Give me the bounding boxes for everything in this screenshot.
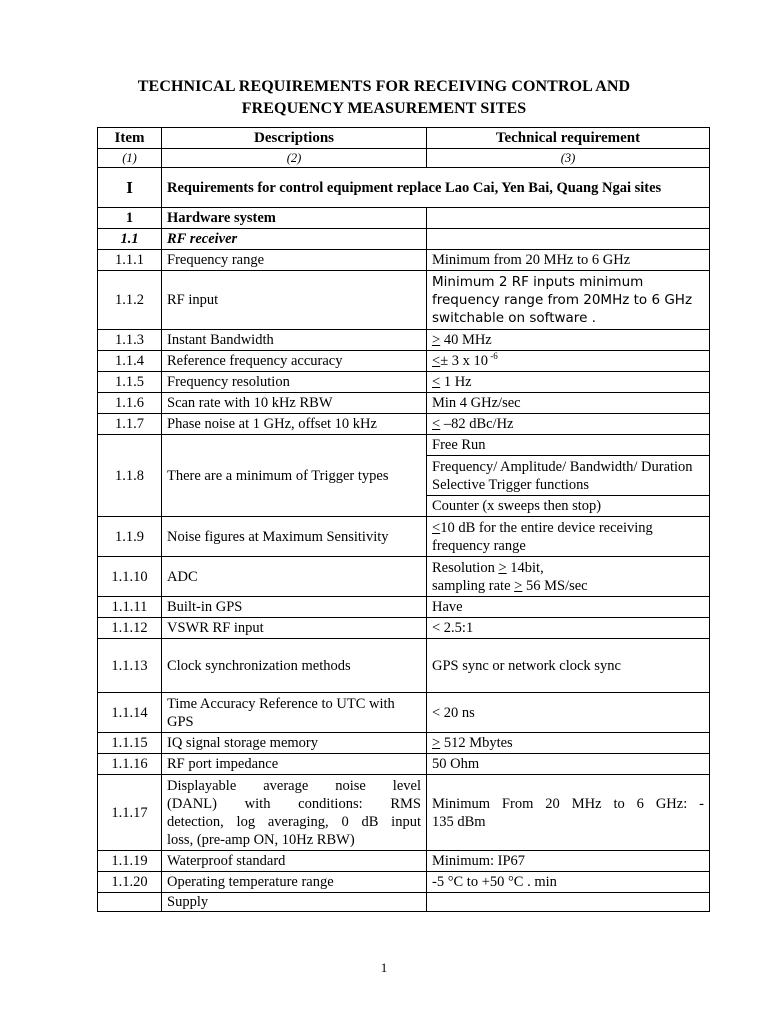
row-requirement xyxy=(427,733,710,754)
trigger-free-run: Free Run xyxy=(427,435,710,456)
table-row xyxy=(98,893,710,912)
row-requirement: Have xyxy=(427,597,710,618)
less-equal-symbol: < xyxy=(432,416,441,432)
table-row xyxy=(98,618,710,639)
row-description: Waterproof standard xyxy=(162,851,427,872)
title-line-1: TECHNICAL REQUIREMENTS FOR RECEIVING CONTROL AND xyxy=(137,78,631,95)
trigger-selective: Frequency/ Amplitude/ Bandwidth/ Duration Selective Trigger functions xyxy=(427,456,710,496)
row-description: IQ signal storage memory xyxy=(162,733,427,754)
row-item: 1.1.8 xyxy=(98,435,162,517)
less-equal-symbol: < xyxy=(432,519,441,536)
row-requirement: < 2.5:1 xyxy=(427,618,710,639)
row-item: 1.1.13 xyxy=(98,639,162,693)
table-row xyxy=(98,351,710,372)
row-requirement: < 20 ns xyxy=(427,693,710,733)
danl-req-line-1: Minimum From 20 MHz to 6 GHz: - xyxy=(432,795,704,812)
requirement-value: 512 Mbytes xyxy=(440,735,513,751)
row-item: 1.1.6 xyxy=(98,393,162,414)
row-description: Built-in GPS xyxy=(162,597,427,618)
adc-sampling-rate: sampling rate > 56 MS/sec xyxy=(432,577,588,594)
row-item: 1.1.14 xyxy=(98,693,162,733)
row-description: Noise figures at Maximum Sensitivity xyxy=(162,517,427,557)
row-description: RF port impedance xyxy=(162,754,427,775)
row-description: Scan rate with 10 kHz RBW xyxy=(162,393,427,414)
page-number: 1 xyxy=(380,960,388,975)
trigger-counter: Counter (x sweeps then stop) xyxy=(427,496,710,517)
row-requirement xyxy=(427,775,710,851)
row-requirement xyxy=(427,893,710,912)
row-requirement xyxy=(427,517,710,557)
row-description: Phase noise at 1 GHz, offset 10 kHz xyxy=(162,414,427,435)
table-row xyxy=(98,775,710,851)
greater-equal-symbol: > xyxy=(432,735,441,751)
greater-equal-symbol: > xyxy=(432,332,441,348)
row-requirement xyxy=(427,414,710,435)
header-number-3: (3) xyxy=(427,149,710,168)
subsection-empty xyxy=(427,208,710,229)
header-item: Item xyxy=(98,128,162,149)
row-description: RF input xyxy=(162,271,427,330)
table-row xyxy=(98,250,710,271)
row-item: 1.1.3 xyxy=(98,330,162,351)
section-item: I xyxy=(98,168,162,208)
row-description: Supply xyxy=(162,893,427,912)
section-description: Requirements for control equipment replace Lao Cai, Yen Bai, Quang Ngai sites xyxy=(162,168,710,208)
header-descriptions: Descriptions xyxy=(162,128,427,149)
table-row xyxy=(98,393,710,414)
table-number-row xyxy=(98,149,710,168)
row-item: 1.1.17 xyxy=(98,775,162,851)
row-requirement: -5 °C to +50 °C . min xyxy=(427,872,710,893)
header-number-1: (1) xyxy=(98,149,162,168)
less-equal-symbol: < xyxy=(432,353,441,369)
row-description: Reference frequency accuracy xyxy=(162,351,427,372)
row-requirement: Minimum 2 RF inputs minimum frequency range from 20MHz to 6 GHz switchable on software . xyxy=(427,271,710,330)
group-empty xyxy=(427,229,710,250)
row-requirement xyxy=(427,330,710,351)
row-item: 1.1.15 xyxy=(98,733,162,754)
row-item xyxy=(98,893,162,912)
group-item: 1.1 xyxy=(98,229,162,250)
danl-line-1: Displayable average noise level xyxy=(167,777,421,794)
section-row xyxy=(98,168,710,208)
greater-equal-symbol: > xyxy=(498,559,507,576)
row-item: 1.1.19 xyxy=(98,851,162,872)
row-description: VSWR RF input xyxy=(162,618,427,639)
subsection-row xyxy=(98,208,710,229)
row-requirement: Minimum: IP67 xyxy=(427,851,710,872)
row-description: Frequency range xyxy=(162,250,427,271)
table-row xyxy=(98,330,710,351)
row-description: Operating temperature range xyxy=(162,872,427,893)
row-requirement xyxy=(427,557,710,597)
table-row xyxy=(98,754,710,775)
title-line-2: FREQUENCY MEASUREMENT SITES xyxy=(241,100,527,117)
table-row xyxy=(98,557,710,597)
row-description: Frequency resolution xyxy=(162,372,427,393)
group-row xyxy=(98,229,710,250)
row-item: 1.1.9 xyxy=(98,517,162,557)
requirement-value: 1 Hz xyxy=(440,374,472,390)
danl-line-2: (DANL) with conditions: RMS xyxy=(167,795,421,812)
table-row xyxy=(98,597,710,618)
danl-req-line-2: 135 dBm xyxy=(432,813,486,830)
row-requirement: Minimum from 20 MHz to 6 GHz xyxy=(427,250,710,271)
danl-line-4: loss, (pre-amp ON, 10Hz RBW) xyxy=(167,831,355,848)
row-description: There are a minimum of Trigger types xyxy=(162,435,427,517)
subsection-item: 1 xyxy=(98,208,162,229)
header-number-2: (2) xyxy=(162,149,427,168)
row-description: ADC xyxy=(162,557,427,597)
row-description xyxy=(162,775,427,851)
table-row xyxy=(98,414,710,435)
table-row xyxy=(98,517,710,557)
row-requirement xyxy=(427,351,710,372)
row-item: 1.1.4 xyxy=(98,351,162,372)
row-requirement xyxy=(427,372,710,393)
row-item: 1.1.20 xyxy=(98,872,162,893)
row-item: 1.1.5 xyxy=(98,372,162,393)
row-item: 1.1.12 xyxy=(98,618,162,639)
row-item: 1.1.7 xyxy=(98,414,162,435)
row-description: Instant Bandwidth xyxy=(162,330,427,351)
requirement-value: 40 MHz xyxy=(440,332,492,348)
group-description: RF receiver xyxy=(162,229,427,250)
table-row xyxy=(98,372,710,393)
table-row xyxy=(98,435,710,456)
row-item: 1.1.1 xyxy=(98,250,162,271)
row-item: 1.1.16 xyxy=(98,754,162,775)
row-requirement: Min 4 GHz/sec xyxy=(427,393,710,414)
exponent: -6 xyxy=(488,351,498,361)
row-item: 1.1.11 xyxy=(98,597,162,618)
table-row xyxy=(98,872,710,893)
requirement-value: –82 dBc/Hz xyxy=(440,416,514,432)
row-requirement: 50 Ohm xyxy=(427,754,710,775)
requirements-table xyxy=(97,127,710,912)
table-row xyxy=(98,639,710,693)
adc-resolution: Resolution > 14bit, xyxy=(432,559,544,576)
row-item: 1.1.2 xyxy=(98,271,162,330)
table-row xyxy=(98,851,710,872)
header-technical-requirement: Technical requirement xyxy=(427,128,710,149)
requirement-value: 10 dB for the entire device receiving frequency range xyxy=(432,519,653,554)
table-row xyxy=(98,733,710,754)
greater-equal-symbol: > xyxy=(514,577,523,594)
table-row xyxy=(98,693,710,733)
table-row xyxy=(98,271,710,330)
document-title xyxy=(0,76,768,120)
row-item: 1.1.10 xyxy=(98,557,162,597)
row-requirement: GPS sync or network clock sync xyxy=(427,639,710,693)
row-description: Clock synchronization methods xyxy=(162,639,427,693)
danl-line-3: detection, log averaging, 0 dB input xyxy=(167,813,421,830)
subsection-description: Hardware system xyxy=(162,208,427,229)
requirement-value: ± 3 x 10 xyxy=(440,353,489,369)
less-equal-symbol: < xyxy=(432,374,441,390)
row-description: Time Accuracy Reference to UTC with GPS xyxy=(162,693,427,733)
table-header-row xyxy=(98,128,710,149)
